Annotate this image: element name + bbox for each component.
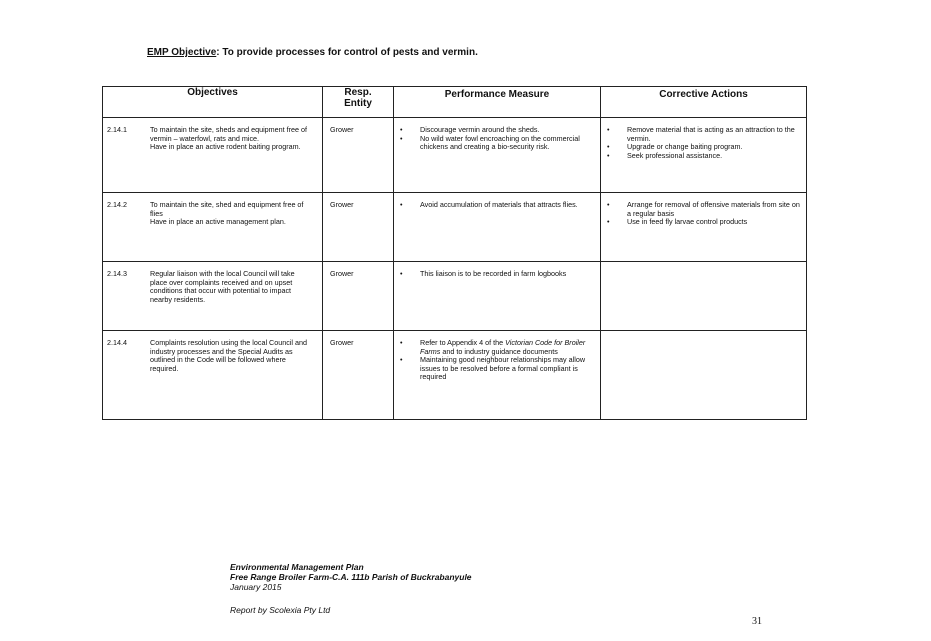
footer-date: January 2015 [230, 582, 282, 592]
entity-cell: Grower [323, 118, 394, 193]
header-resp-line2: Entity [344, 98, 372, 109]
performance-item [398, 339, 594, 356]
table-row [103, 118, 807, 193]
objective-text: To maintain the site, sheds and equipment free of vermin – waterfowl, rats and mice. [150, 125, 308, 143]
entity-cell: Grower [323, 193, 394, 262]
performance-item: • No wild water fowl encroaching on the commercial chickens and creating a bio-security risk. [398, 135, 594, 152]
header-performance: Performance Measure [394, 87, 601, 118]
objective-number: 2.14.2 [107, 200, 127, 209]
performance-text-pre: Refer to Appendix 4 of the [420, 338, 506, 347]
performance-cell [394, 118, 601, 193]
corrective-item: • Remove material that is acting as an attraction to the vermin. [605, 126, 800, 143]
objective-cell [103, 193, 323, 262]
objective-number: 2.14.1 [107, 125, 127, 134]
footer-title: Environmental Management Plan [230, 562, 364, 572]
performance-text-post: and to industry guidance documents [440, 346, 558, 356]
corrective-item: • Seek professional assistance. [605, 152, 800, 161]
table-row [103, 193, 807, 262]
table-row [103, 262, 807, 331]
performance-cell [394, 331, 601, 420]
performance-item: • Maintaining good neighbour relationships may allow issues to be resolved before a formal compliant is required [398, 356, 594, 382]
emp-objective [147, 47, 478, 58]
header-resp-entity [323, 87, 394, 118]
corrective-item: • Upgrade or change baiting program. [605, 143, 800, 152]
corrective-item: • Use in feed fly larvae control products [605, 218, 800, 227]
header-objectives: Objectives [103, 87, 323, 118]
objective-cell [103, 118, 323, 193]
table-row [103, 331, 807, 420]
header-corrective: Corrective Actions [601, 87, 807, 118]
table-header-row [103, 87, 807, 118]
entity-cell: Grower [323, 331, 394, 420]
performance-item: • Avoid accumulation of materials that attracts flies. [398, 201, 594, 210]
objective-cell [103, 331, 323, 420]
header-resp-line1: Resp. [344, 87, 372, 98]
footer-subtitle: Free Range Broiler Farm-C.A. 111b Parish of Buckrabanyule [230, 572, 472, 582]
objective-text: Have in place an active management plan. [150, 217, 286, 227]
objective-number: 2.14.3 [107, 269, 127, 278]
performance-item: • This liaison is to be recorded in farm logbooks [398, 270, 594, 279]
page-number: 31 [752, 616, 762, 627]
objective-cell [103, 262, 323, 331]
emp-objective-colon: : [216, 47, 220, 58]
objective-number: 2.14.4 [107, 338, 127, 347]
corrective-cell [601, 193, 807, 262]
corrective-item: • Arrange for removal of offensive materials from site on a regular basis [605, 201, 800, 218]
corrective-cell [601, 118, 807, 193]
code-title: Victorian Code for Broiler Farms [420, 338, 586, 356]
performance-cell [394, 262, 601, 331]
corrective-cell [601, 331, 807, 420]
emp-objective-label: EMP Objective [147, 47, 217, 58]
entity-cell: Grower [323, 262, 394, 331]
objective-text: Regular liaison with the local Council will take place over complaints received and on upset conditions that occur with potential to impact nearby residents. [150, 269, 295, 304]
emp-objective-text: To provide processes for control of pests and vermin. [219, 47, 478, 58]
performance-item: • Discourage vermin around the sheds. [398, 126, 594, 135]
objective-text: To maintain the site, shed and equipment free of flies [150, 200, 304, 218]
footer-report: Report by Scolexia Pty Ltd [230, 605, 331, 615]
performance-cell [394, 193, 601, 262]
objective-text: Complaints resolution using the local Council and industry processes and the Special Audits as outlined in the Code will be followed where required. [150, 338, 308, 373]
corrective-cell [601, 262, 807, 331]
objective-text: Have in place an active rodent baiting program. [150, 142, 301, 152]
footer [230, 562, 472, 592]
objectives-table [102, 86, 807, 420]
